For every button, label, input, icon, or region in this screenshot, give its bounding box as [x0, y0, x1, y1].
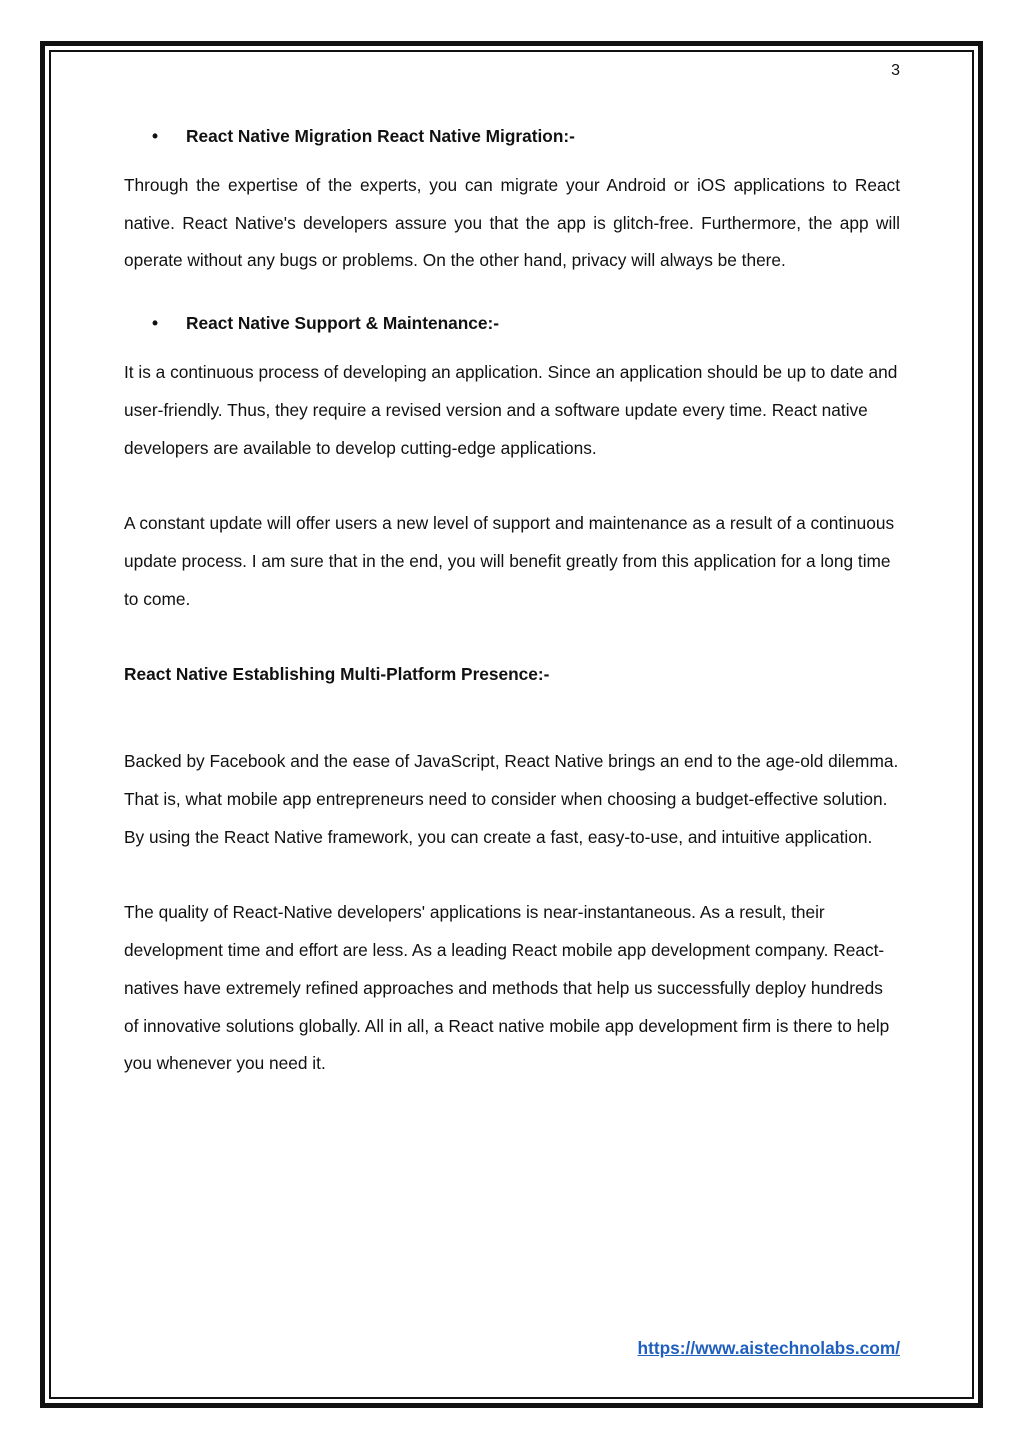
support-paragraph-1: It is a continuous process of developing an application. Since an application should be up to date and user-friendly. Thus, they require a revised version and a software update every time. React native developers are available to develop cutting-edge applications.: [124, 361, 898, 458]
migration-paragraph: Through the expertise of the experts, you can migrate your Android or iOS applications to React native. React Native's developers assure you that the app is glitch-free. Furthermore, the app will operate without any bugs or problems. On the other hand, privacy will always be there.: [124, 174, 900, 271]
migration-heading-item: [124, 118, 900, 156]
page-number: 3: [891, 62, 900, 79]
bullet-icon: •: [152, 313, 159, 334]
support-heading-item: [124, 305, 900, 343]
presence-heading: React Native Establishing Multi-Platform Presence:-: [124, 664, 550, 685]
presence-paragraph-1: Backed by Facebook and the ease of JavaScript, React Native brings an end to the age-old dilemma. That is, what mobile app entrepreneurs need to consider when choosing a budget-effective solution. By using the React Native framework, you can create a fast, easy-to-use, and intuitive application.: [124, 750, 899, 847]
website-link[interactable]: https://www.aistechnolabs.com/: [637, 1338, 900, 1358]
document-body: [124, 118, 900, 1083]
migration-heading: React Native Migration React Native Migration:-: [186, 126, 575, 146]
support-paragraph-2: A constant update will offer users a new level of support and maintenance as a result of a continuous update process. I am sure that in the end, you will benefit greatly from this application for a long time to come.: [124, 513, 895, 609]
presence-paragraph-2: The quality of React-Native developers' applications is near-instantaneous. As a result, their development time and effort are less. As a leading React mobile app development company. React-natives have extremely refined approaches and methods that help us successfully deploy hundreds of innovative solutions globally. All in all, a React native mobile app development firm is there to help you whenever you need it.: [124, 902, 890, 1074]
bullet-icon: •: [152, 126, 159, 146]
support-heading: React Native Support & Maintenance:-: [186, 313, 500, 334]
